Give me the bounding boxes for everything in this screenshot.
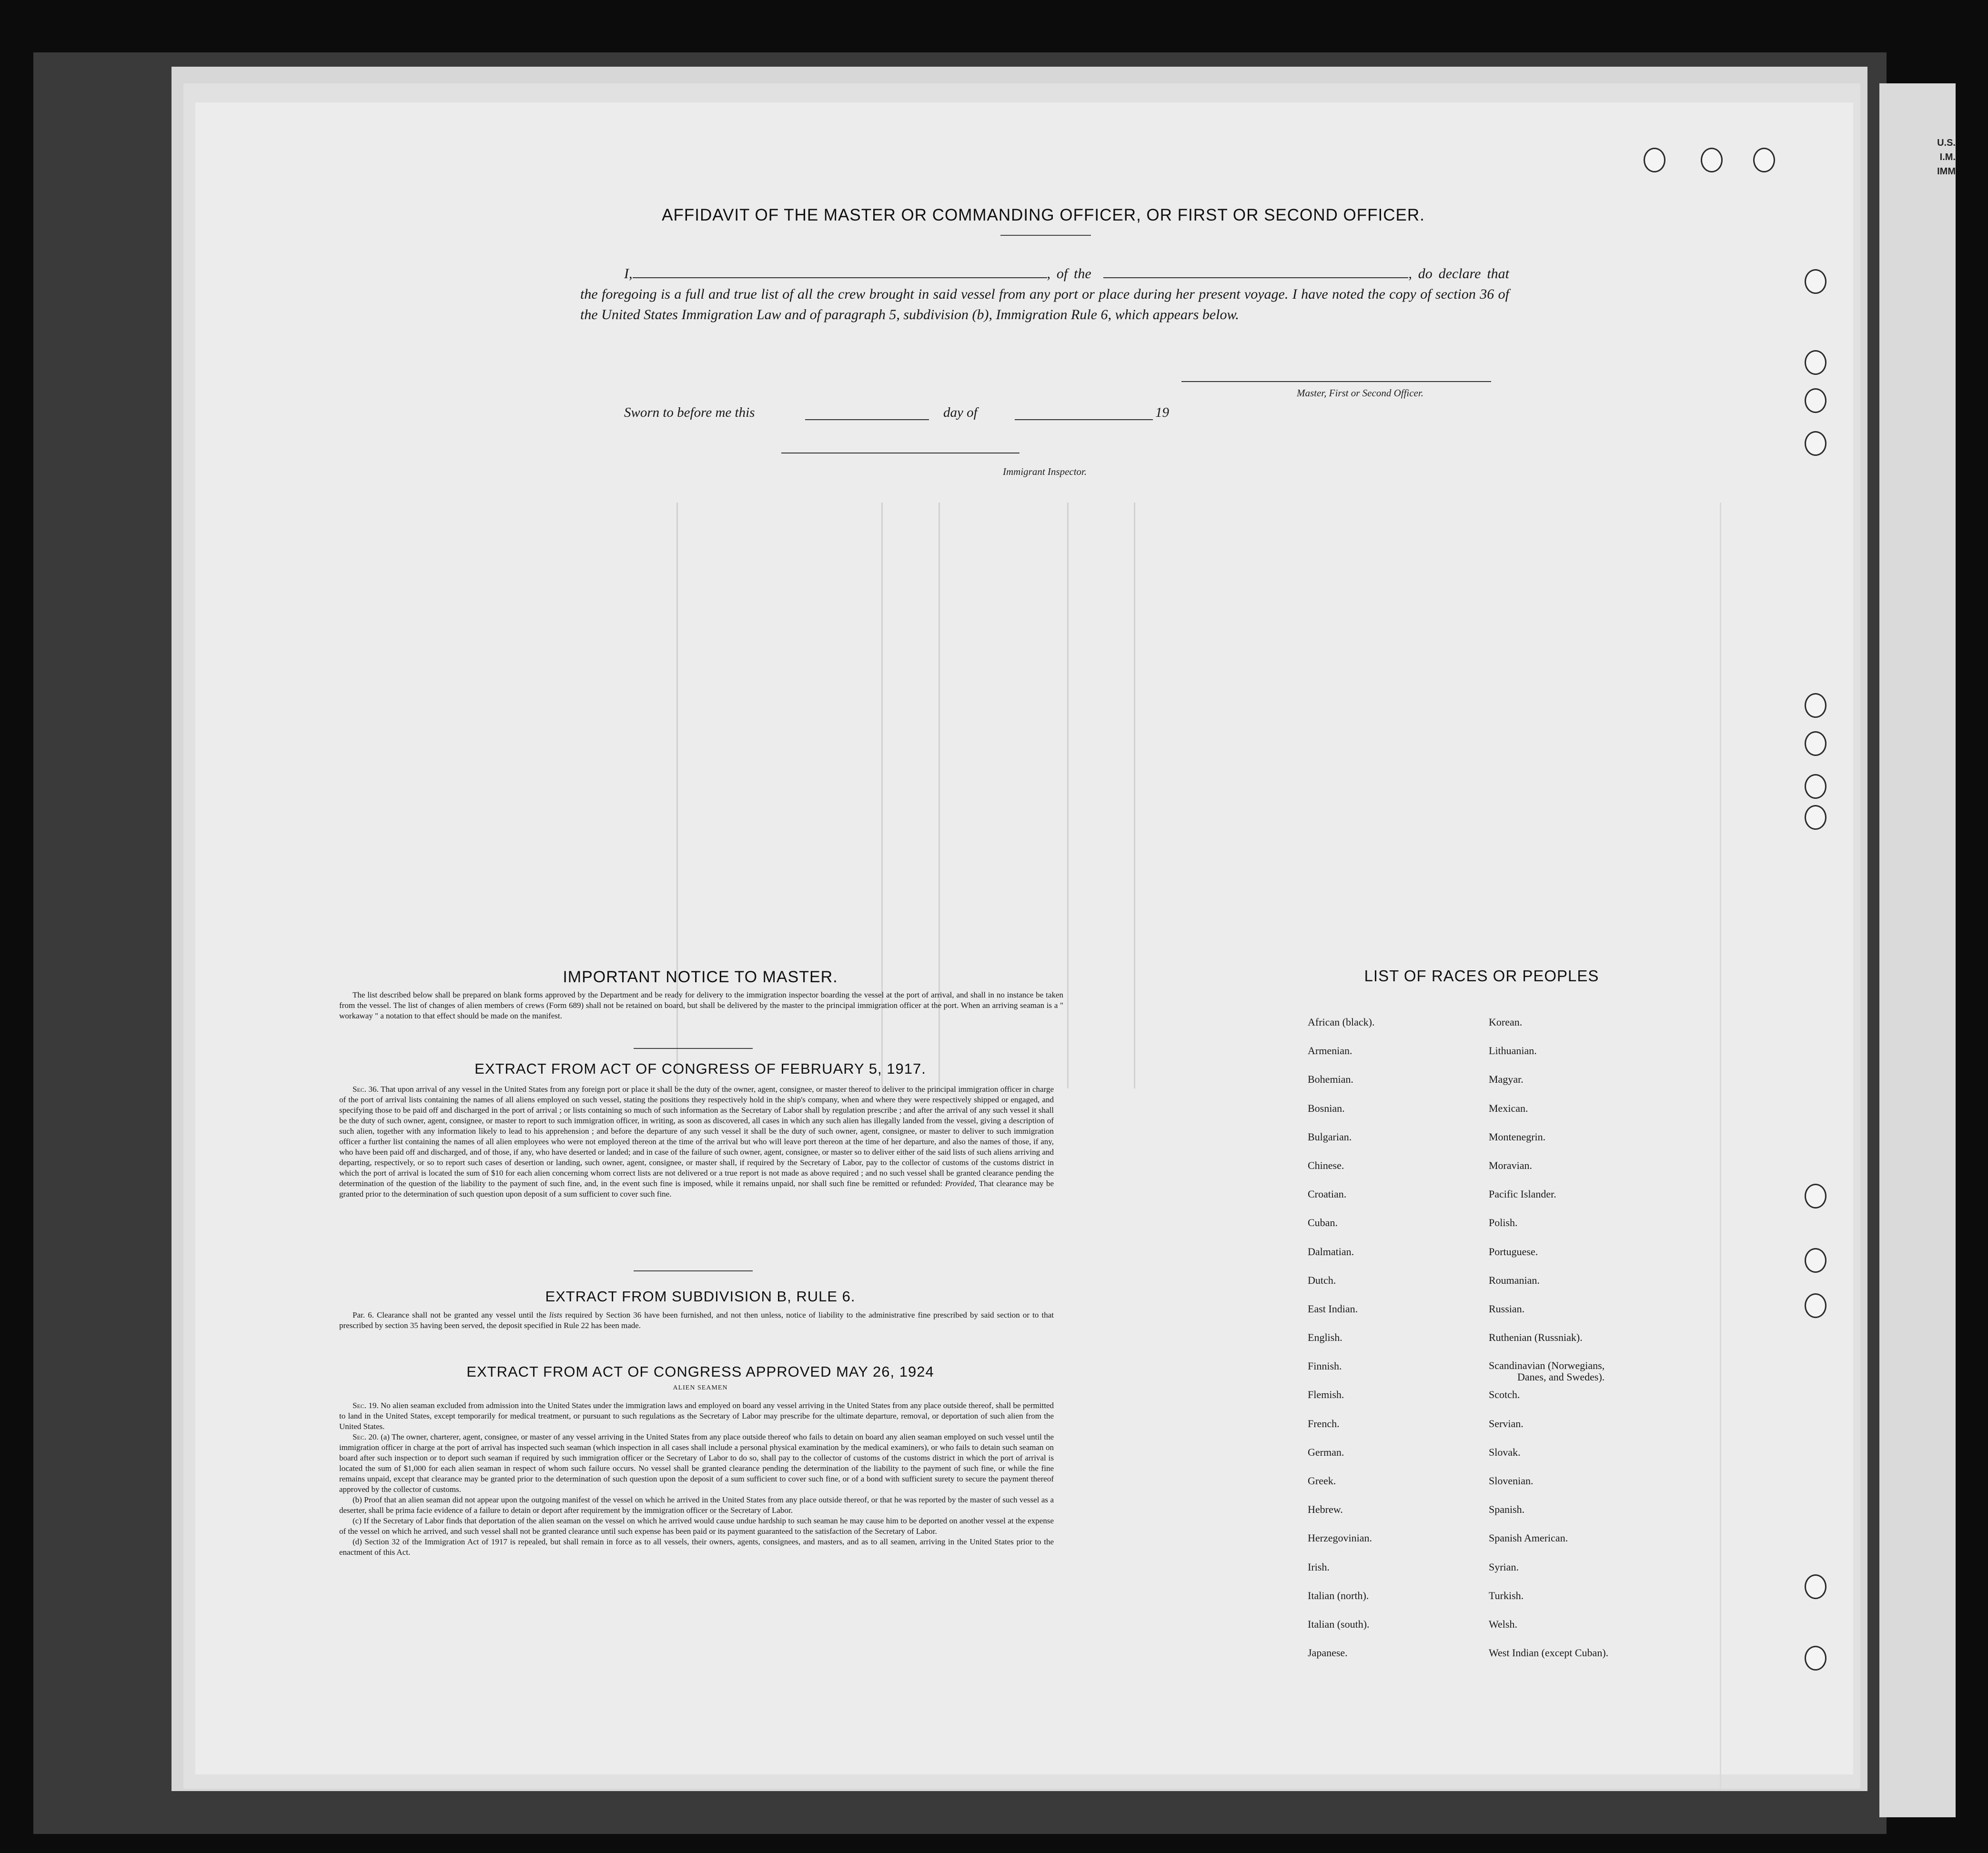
section-20a-paragraph [339,1432,1054,1495]
race-item: Greek. [1308,1475,1336,1487]
rule6-text-b: required by Section 36 have been furnished, and not then unless, notice of liability to the administrative fine prescribed by said section or to that prescribed by section 35 having been served, the deposit specified in Rule 22 has been made. [339,1310,1054,1330]
race-item: Roumanian. [1489,1274,1540,1286]
race-item: Pacific Islander. [1489,1188,1556,1200]
affidavit-intro-i: I, [624,266,633,282]
affidavit-intro-of-the: , of the [1047,266,1091,282]
race-item: Syrian. [1489,1561,1519,1573]
section-20c-paragraph: (c) If the Secretary of Labor finds that deportation of the alien seaman on the vessel on which he arrived would cause undue hardship to such seaman he may cause him to be deported on another vessel at the expense of the vessel on which he arrived, and such vessel shall not be granted clearance until such expense has been paid or its payment guaranteed to the satisfaction of the Secretary of Labor. [339,1516,1054,1536]
bleed-through-rule [1720,503,1721,1789]
notice-body [339,990,1063,1021]
punch-hole [1805,731,1827,756]
extract-1924-title: EXTRACT FROM ACT OF CONGRESS APPROVED MAY 26, 1924 [466,1363,934,1380]
section-divider [634,1048,753,1049]
race-item: Portuguese. [1489,1245,1538,1258]
edge-stamp-line: IMM [1937,166,1956,177]
race-item: Armenian. [1308,1045,1352,1057]
rule6-lists-word: lists [549,1310,563,1319]
edge-stamp [1921,136,1956,179]
punch-hole [1805,350,1827,375]
race-item: Croatian. [1308,1188,1347,1200]
section-text: (a) The owner, charterer, agent, consignee, or master of any vessel arriving in the United States from any place outside thereof who fails to detain on board any alien seaman employed on such vessel until the immigration officer in charge at the port of arrival has inspected such seaman (which inspection in all cases shall include a personal physical examination by the medical examiners), or who fails to detain such seaman on board after such inspection or to deport such seaman if required by such immigration officer or the Secretary of Labor to do so, shall pay to the collector of customs of the customs district in which the port of arrival is located the sum of $1,000 for each alien seaman in respect of whom such failure occurs. No vessel shall be granted clearance pending the determination of the liability to the payment of such fine, or while the fine remains unpaid, except that clearance may be granted prior to the determination of such question upon the deposit of a sum sufficient to cover such fine, or of a bond with sufficient surety to secure the payment thereof approved by the collector of customs. [339,1432,1054,1494]
race-item: Cuban. [1308,1217,1338,1229]
notice-title: IMPORTANT NOTICE TO MASTER. [563,968,838,986]
extract-1917-body [339,1084,1054,1199]
edge-stamp-line: I.M. [1939,152,1956,162]
race-item-text: Scandinavian (Norwegians, [1489,1360,1605,1372]
section-19-paragraph [339,1400,1054,1432]
proviso-label: Provided, [945,1179,977,1188]
race-item: Japanese. [1308,1647,1348,1659]
race-item: Ruthenian (Russniak). [1489,1331,1583,1344]
sworn-prefix: Sworn to before me this [624,405,755,420]
inspector-signature-caption: Immigrant Inspector. [1003,466,1087,477]
races-title: LIST OF RACES OR PEOPLES [1364,967,1599,985]
section-text: That upon arrival of any vessel in the United States from any foreign port or place it shall be the duty of the owner, agent, consignee, or master thereof to deliver to the principal immigration officer in charge of the port of arrival lists containing the names of all aliens employed on such vessel, stating the positions they respectively hold in the ship's company, when and where they were respectively shipped or engaged, and specifying those to be paid off and discharged in the port of arrival ; or lists containing so much of such information as the Secretary of Labor shall by regulation prescribe ; and after the arrival of any such vessel it shall be the duty of such owner, agent, consignee, or master to report to such immigration officer, in writing, as soon as discovered, all cases in which any such alien has illegally landed from the vessel, giving a description of such alien, together with any information likely to lead to his apprehension ; and before the departure of any such vessel it shall be the duty of such owner, agent, consignee, or master to deliver to such immigration officer a further list containing the names of all alien employees who were not employed thereon at the time of the arrival but who will leave port thereon at the time of her departure, and also the names of those, if any, who have been paid off and discharged, and of those, if any, who have deserted or landed; and in case of the failure of such owner, agent, consignee, or master so to deliver either of the said lists of such aliens arriving and departing, respectively, or so to report such cases of desertion or landing, such owner, agent, consignee, or master shall, if required by the Secretary of Labor, pay to the collector of customs of the customs district in which the port of arrival is located the sum of $10 for each alien concerning whom correct lists are not delivered or a true report is not made as above required ; and no such vessel shall be granted clearance pending the determination of the question of the liability to the payment of such fine, and, in the event such fine is imposed, while it remains unpaid, nor shall such fine be remitted or refunded: [339,1085,1054,1188]
extract-1924-subtitle: ALIEN SEAMEN [673,1384,728,1391]
race-item: Hebrew. [1308,1503,1343,1516]
race-item: Russian. [1489,1302,1525,1315]
section-divider [634,1270,753,1271]
race-item [1489,1360,1608,1389]
race-item: Welsh. [1489,1618,1517,1630]
race-item: Mexican. [1489,1102,1528,1114]
race-item: Montenegrin. [1489,1130,1546,1143]
race-item: French. [1308,1417,1340,1430]
race-item: Bulgarian. [1308,1130,1352,1143]
punch-hole [1805,431,1827,456]
race-item: Slovenian. [1489,1475,1534,1487]
section-label: Sec. 19. [353,1401,379,1410]
section-20b-paragraph: (b) Proof that an alien seaman did not appear upon the outgoing manifest of the vessel on which he arrived in the United States from any place outside thereof, or that he was reported by the master of such vessel as a deserter, shall be prima facie evidence of a failure to detain or deport after requirement by the immigration officer or the Secretary of Labor. [339,1495,1054,1515]
affidavit-text [580,263,1509,325]
affidavit-title: AFFIDAVIT OF THE MASTER OR COMMANDING OFFICER, OR FIRST OR SECOND OFFICER. [662,206,1425,224]
race-item: Scotch. [1489,1389,1520,1401]
punch-hole [1805,774,1827,799]
punch-hole [1701,148,1723,172]
race-item: Slovak. [1489,1446,1521,1458]
vessel-name-blank [1103,266,1408,278]
race-item: Italian (south). [1308,1618,1370,1630]
punch-hole [1805,1248,1827,1273]
sworn-day: day of [943,405,978,420]
notice-paragraph: The list described below shall be prepared on blank forms approved by the Department and be ready for delivery to the immigration inspector boarding the vessel at the port of arrival, and shall in no instance be taken from the vessel. The list of changes of alien members of crews (Form 689) shall not be retained on board, but shall be delivered by the master to the principal immigration officer at the port. When an arriving seaman is a " workaway " a notation to that effect should be made on the manifest. [339,990,1063,1020]
races-right-column [1489,1016,1608,1675]
affidavit-body: that the foregoing is a full and true list of all the crew brought in said vessel from any port or place during her present voyage. I have noted the copy of section 36 of the United States Immigration Law and of paragraph 5, subdivision (b), Immigration Rule 6, which appears below. [580,266,1510,322]
race-item: Dutch. [1308,1274,1336,1286]
race-item: Bosnian. [1308,1102,1345,1114]
affidavit-intro-declare: , do declare [1408,266,1481,282]
race-item: African (black). [1308,1016,1375,1028]
race-item: Servian. [1489,1417,1524,1430]
race-item: English. [1308,1331,1342,1344]
officer-signature-line [1181,381,1491,382]
race-item: Moravian. [1489,1159,1533,1171]
extract-1924-body [339,1400,1054,1558]
title-divider [1000,235,1091,236]
section-label: Sec. 36. [353,1085,379,1094]
race-item: Turkish. [1489,1589,1524,1601]
punch-hole [1805,1184,1827,1208]
edge-stamp-line: U.S. [1937,138,1956,148]
rule6-text-a: Par. 6. Clearance shall not be granted any vessel until the [353,1310,546,1319]
punch-hole [1805,693,1827,718]
sworn-date-blank [805,419,929,420]
section-text: No alien seaman excluded from admission into the United States under the immigration laws and employed on board any vessel arriving in the United States from any place outside thereof, shall be permitted to land in the United States, except temporarily for medical treatment, or pursuant to such regulations as the Secretary of Labor may prescribe for the ultimate departure, removal, or deportation of such alien from the United States. [339,1401,1054,1431]
sworn-year: 19 [1155,405,1169,420]
punch-hole [1753,148,1775,172]
races-left-column [1308,1016,1374,1675]
punch-hole [1805,388,1827,413]
punch-hole [1805,1293,1827,1318]
punch-hole [1805,805,1827,830]
section-20d-paragraph: (d) Section 32 of the Immigration Act of 1917 is repealed, but shall remain in force as to all vessels, their owners, agents, consignees, and masters, and as to all seamen, arriving in the United States prior to the enactment of this Act. [339,1537,1054,1557]
race-item: Magyar. [1489,1073,1524,1086]
officer-signature-caption: Master, First or Second Officer. [1297,387,1423,399]
race-item: Italian (north). [1308,1589,1369,1601]
race-item: German. [1308,1446,1344,1458]
punch-hole [1644,148,1665,172]
race-item: Flemish. [1308,1389,1344,1401]
race-item: Polish. [1489,1217,1518,1229]
race-item: Dalmatian. [1308,1245,1354,1258]
rule6-paragraph [339,1310,1054,1331]
extract-rule6-title: EXTRACT FROM SUBDIVISION B, RULE 6. [545,1288,856,1305]
punch-hole [1805,1574,1827,1599]
race-item: Spanish American. [1489,1532,1568,1544]
race-item: West Indian (except Cuban). [1489,1647,1609,1659]
race-item: East Indian. [1308,1302,1358,1315]
race-item: Herzegovinian. [1308,1532,1372,1544]
race-item: Chinese. [1308,1159,1344,1171]
punch-hole [1805,269,1827,294]
race-item: Finnish. [1308,1360,1342,1372]
race-item: Irish. [1308,1561,1330,1573]
sworn-month-blank [1015,419,1153,420]
race-item: Spanish. [1489,1503,1525,1516]
proviso-text: That clearance may be granted prior to the determination of such question upon deposit of a sum sufficient to cover such fine. [339,1179,1054,1198]
bleed-through-rule [1067,503,1069,1088]
master-name-blank [633,266,1047,278]
section-36-paragraph [339,1084,1054,1199]
race-item-continuation: Danes, and Swedes). [1517,1371,1605,1383]
adjacent-page-strip [1879,83,1956,1817]
section-label: Sec. 20. [353,1432,379,1441]
race-item: Bohemian. [1308,1073,1353,1086]
punch-hole [1805,1646,1827,1671]
extract-rule6-body [339,1310,1054,1331]
race-item: Korean. [1489,1016,1523,1028]
bleed-through-rule [1134,503,1135,1088]
extract-1917-title: EXTRACT FROM ACT OF CONGRESS OF FEBRUARY 5, 1917. [474,1060,926,1077]
race-item: Lithuanian. [1489,1045,1537,1057]
